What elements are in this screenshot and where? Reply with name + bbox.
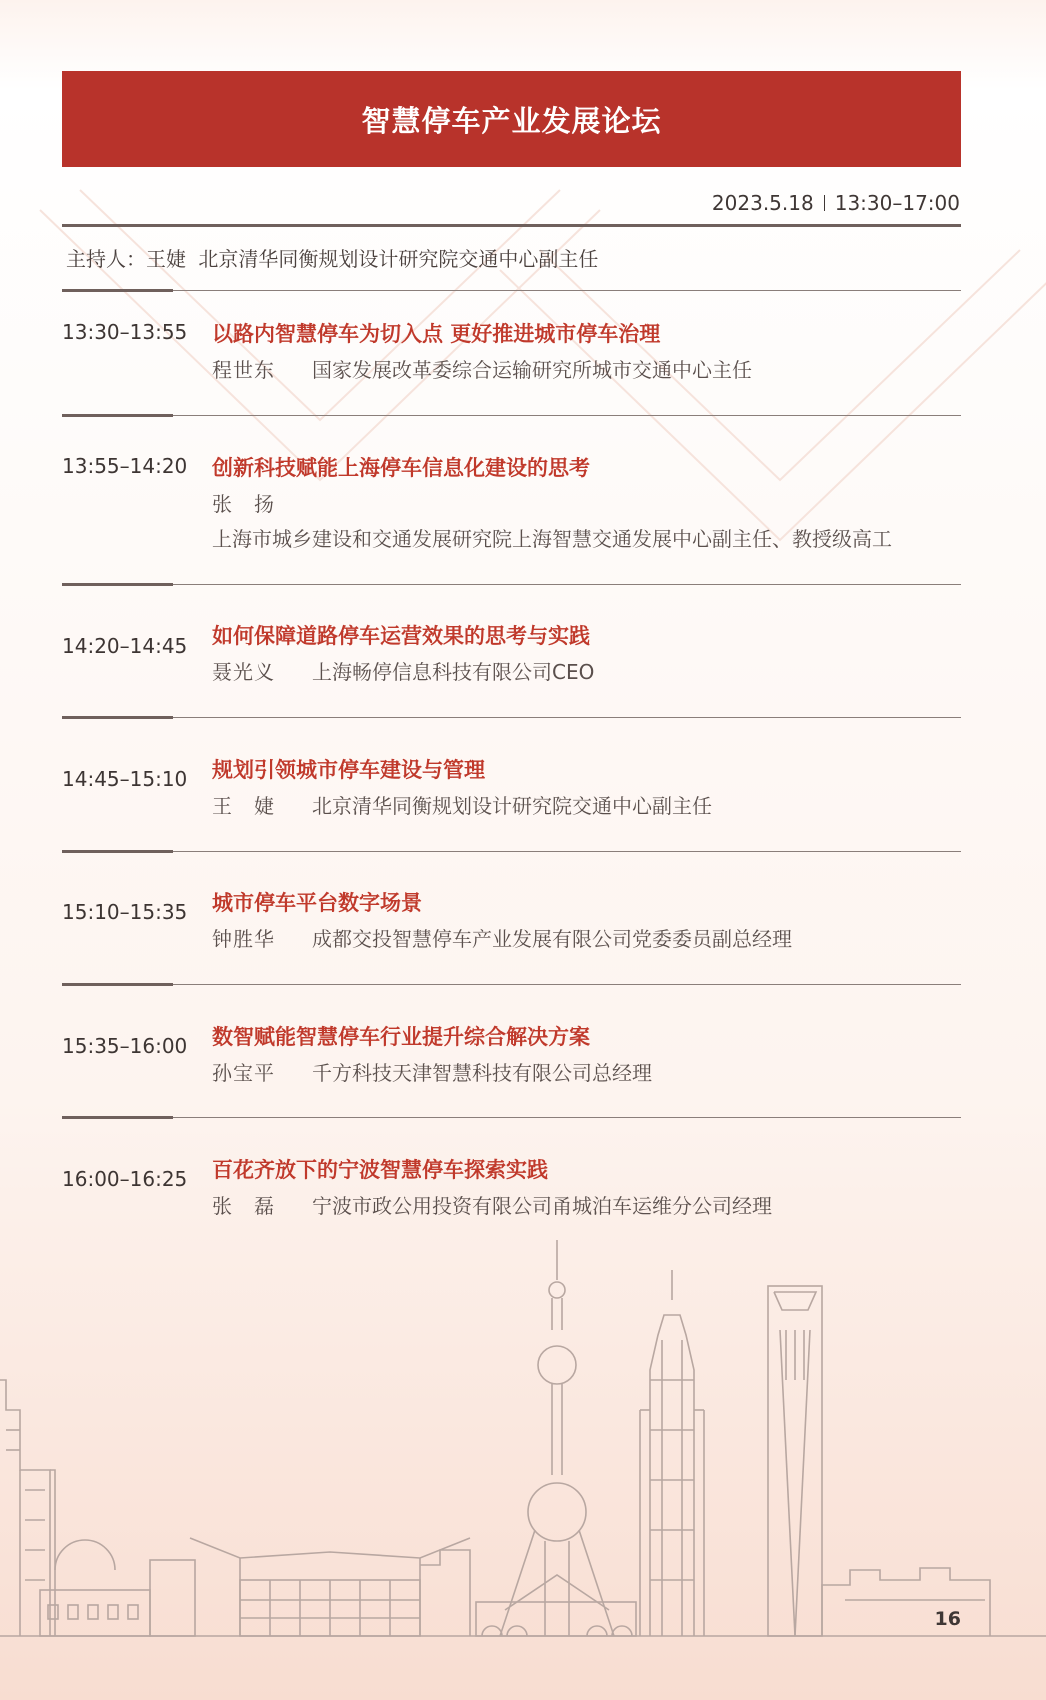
- forum-title: 智慧停车产业发展论坛: [361, 103, 662, 138]
- speaker-name: 聂光义: [212, 660, 275, 684]
- session-time: 15:35–16:00: [62, 1034, 188, 1058]
- divider: [62, 415, 961, 416]
- speaker-org: 国家发展改革委综合运输研究所城市交通中心主任: [312, 358, 752, 382]
- speaker-org: 宁波市政公用投资有限公司甬城泊车运维分公司经理: [312, 1194, 772, 1218]
- speaker-org: 上海市城乡建设和交通发展研究院上海智慧交通发展中心副主任、教授级高工: [212, 527, 892, 551]
- session-time: 15:10–15:35: [62, 900, 188, 924]
- date-separator: [824, 195, 825, 211]
- session-time: 16:00–16:25: [62, 1167, 188, 1191]
- speaker-name: 王 婕: [212, 794, 275, 818]
- speaker-name: 张 扬: [212, 492, 275, 516]
- speaker-name: 张 磊: [212, 1194, 275, 1218]
- event-date: 2023.5.18: [711, 191, 814, 215]
- city-skyline-illustration: [0, 1230, 1046, 1700]
- event-time: 13:30–17:00: [834, 191, 960, 215]
- forum-title-banner: [62, 71, 961, 167]
- session-topic: 以路内智慧停车为切入点 更好推进城市停车治理: [212, 322, 661, 346]
- host-label: 主持人：王婕: [66, 247, 186, 271]
- speaker-org: 千方科技天津智慧科技有限公司总经理: [312, 1061, 652, 1085]
- session-topic: 规划引领城市停车建设与管理: [212, 758, 485, 782]
- session-topic: 城市停车平台数字场景: [212, 891, 422, 915]
- session-time: 14:45–15:10: [62, 767, 188, 791]
- divider: [62, 584, 961, 585]
- page-number: 16: [934, 1608, 961, 1630]
- session-speaker: [212, 354, 752, 383]
- speaker-org: 成都交投智慧停车产业发展有限公司党委委员副总经理: [312, 927, 792, 951]
- speaker-name: 程世东: [212, 358, 275, 382]
- divider: [62, 717, 961, 718]
- session-topic: 百花齐放下的宁波智慧停车探索实践: [212, 1158, 548, 1182]
- speaker-org: 上海畅停信息科技有限公司CEO: [312, 660, 595, 684]
- speaker-name: 孙宝平: [212, 1061, 275, 1085]
- session-speaker: [212, 790, 712, 819]
- divider: [62, 1117, 961, 1118]
- session-time: 14:20–14:45: [62, 634, 188, 658]
- divider: [62, 290, 961, 291]
- divider: [62, 851, 961, 852]
- session-topic: 创新科技赋能上海停车信息化建设的思考: [212, 456, 590, 480]
- session-speaker: [212, 1190, 772, 1219]
- session-speaker: [212, 923, 792, 952]
- session-time: 13:55–14:20: [62, 454, 188, 478]
- speaker-name: 钟胜华: [212, 927, 275, 951]
- session-speaker: [212, 488, 312, 517]
- host-line: [66, 243, 598, 272]
- host-org: 北京清华同衡规划设计研究院交通中心副主任: [198, 247, 599, 271]
- speaker-org: 北京清华同衡规划设计研究院交通中心副主任: [312, 794, 712, 818]
- header-divider: [62, 224, 961, 227]
- date-time: [712, 191, 960, 215]
- session-topic: 如何保障道路停车运营效果的思考与实践: [212, 624, 590, 648]
- divider: [62, 984, 961, 985]
- session-topic: 数智赋能智慧停车行业提升综合解决方案: [212, 1025, 590, 1049]
- session-speaker-org: [212, 523, 892, 552]
- session-time: 13:30–13:55: [62, 320, 188, 344]
- session-speaker: [212, 656, 594, 685]
- session-speaker: [212, 1057, 652, 1086]
